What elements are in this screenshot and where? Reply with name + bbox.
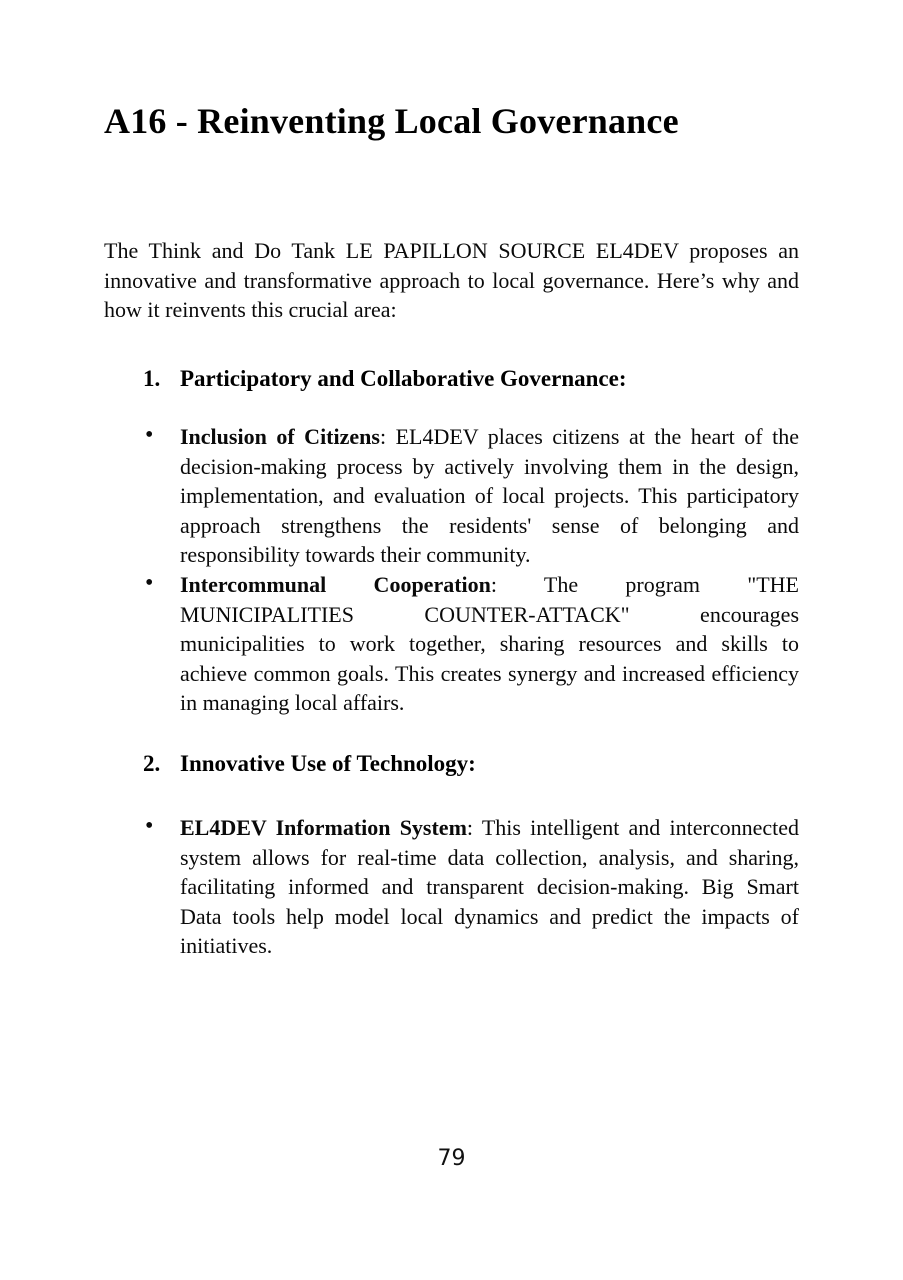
page-number: 79 — [437, 1146, 466, 1171]
section-1-heading — [104, 364, 799, 394]
section-2-heading-text: Innovative Use of Technology: — [180, 750, 476, 776]
section-2-heading — [104, 749, 799, 779]
bullet-lead-text: EL4DEV Information System — [180, 814, 467, 840]
bullet-icon: • — [145, 812, 154, 839]
bullet-icon: • — [145, 421, 154, 448]
section-1-number: 1. — [143, 365, 161, 391]
bullet-body-text: : The program "THE MUNICIPALITIES COUNTER-ATTACK" encourages municipalities to work together, sharing resources and skills to achieve common goals. This creates synergy and increased efficiency in managing local affairs. — [180, 571, 799, 716]
list-item-intercommunal-cooperation — [104, 570, 799, 718]
section-1-heading-text: Participatory and Collaborative Governance: — [180, 365, 627, 391]
list-item-inclusion-of-citizens — [104, 422, 799, 570]
intro-paragraph: The Think and Do Tank LE PAPILLON SOURCE EL4DEV proposes an innovative and transformative approach to local governance. Here’s why and how it reinvents this crucial area: — [104, 238, 799, 323]
section-1-bullet-list — [104, 422, 799, 718]
section-2-number: 2. — [143, 750, 161, 776]
bullet-lead-text: Inclusion of Citizens — [180, 423, 380, 449]
section-2-bullet-list — [104, 813, 799, 961]
list-item-el4dev-information-system — [104, 813, 799, 961]
bullet-lead-text: Intercommunal Cooperation — [180, 571, 491, 597]
bullet-body-text: : This intelligent and interconnected system allows for real-time data collection, analysis, and sharing, facilitating informed and transparent decision-making. Big Smart Data tools help model local dynamics and predict the impacts of initiatives. — [180, 814, 799, 959]
bullet-body-text: : EL4DEV places citizens at the heart of the decision-making process by actively involving them in the design, implementation, and evaluation of local projects. This participatory approach strengthens the residents' sense of belonging and responsibility towards their community. — [180, 423, 799, 568]
bullet-icon: • — [145, 569, 154, 596]
page-title: A16 - Reinventing Local Governance — [104, 101, 679, 141]
